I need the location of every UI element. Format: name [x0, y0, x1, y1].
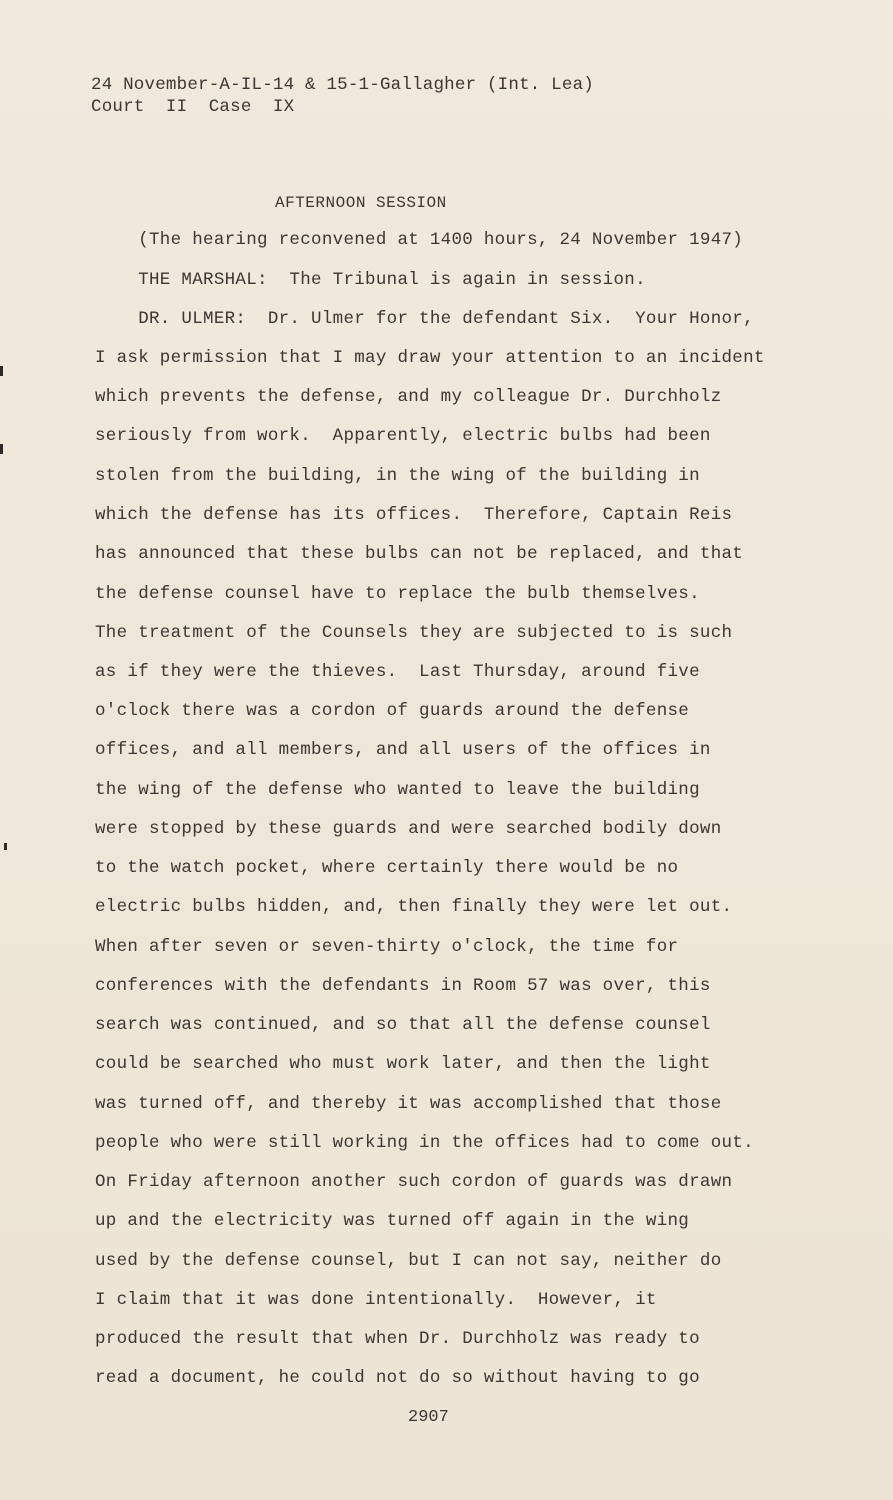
transcript-line: which prevents the defense, and my colleague Dr. Durchholz	[95, 387, 722, 407]
transcript-line: THE MARSHAL: The Tribunal is again in session.	[95, 270, 646, 290]
transcript-line: On Friday afternoon another such cordon of guards was drawn	[95, 1172, 733, 1192]
transcript-line: When after seven or seven-thirty o'clock, the time for	[95, 937, 679, 957]
transcript-line: I ask permission that I may draw your attention to an incident	[95, 348, 765, 368]
session-title: AFTERNOON SESSION	[275, 194, 447, 212]
transcript-line: o'clock there was a cordon of guards around the defense	[95, 701, 690, 721]
transcript-line: the wing of the defense who wanted to leave the building	[95, 780, 700, 800]
document-header	[91, 74, 594, 118]
page-number: 2907	[408, 1408, 449, 1427]
transcript-line: as if they were the thieves. Last Thursday, around five	[95, 662, 700, 682]
transcript-line: was turned off, and thereby it was accomplished that those	[95, 1094, 722, 1114]
edge-mark	[0, 444, 3, 454]
transcript-line: were stopped by these guards and were searched bodily down	[95, 819, 722, 839]
transcript-line: which the defense has its offices. Therefore, Captain Reis	[95, 505, 733, 525]
transcript-line: The treatment of the Counsels they are subjected to is such	[95, 623, 733, 643]
transcript-line: stolen from the building, in the wing of the building in	[95, 466, 700, 486]
edge-mark	[4, 843, 7, 850]
transcript-line: I claim that it was done intentionally. However, it	[95, 1290, 657, 1310]
transcript-line: used by the defense counsel, but I can not say, neither do	[95, 1251, 722, 1271]
transcript-line: could be searched who must work later, and then the light	[95, 1054, 711, 1074]
transcript-line: to the watch pocket, where certainly there would be no	[95, 858, 679, 878]
transcript-line: has announced that these bulbs can not be replaced, and that	[95, 544, 744, 564]
transcript-line: read a document, he could not do so without having to go	[95, 1368, 700, 1388]
header-line-2: Court II Case IX	[91, 97, 295, 117]
transcript-line: search was continued, and so that all the defense counsel	[95, 1015, 711, 1035]
transcript-line: produced the result that when Dr. Durchholz was ready to	[95, 1329, 700, 1349]
transcript-line: DR. ULMER: Dr. Ulmer for the defendant Six. Your Honor,	[95, 309, 754, 329]
transcript-line: (The hearing reconvened at 1400 hours, 24 November 1947)	[95, 230, 744, 250]
transcript-line: seriously from work. Apparently, electric bulbs had been	[95, 426, 711, 446]
transcript-line: offices, and all members, and all users of the offices in	[95, 740, 711, 760]
transcript-line: conferences with the defendants in Room 57 was over, this	[95, 976, 711, 996]
header-line-1: 24 November-A-IL-14 & 15-1-Gallagher (Int. Lea)	[91, 75, 594, 95]
edge-mark	[0, 366, 3, 376]
transcript-line: people who were still working in the offices had to come out.	[95, 1133, 754, 1153]
transcript-line: up and the electricity was turned off again in the wing	[95, 1211, 690, 1231]
transcript-line: the defense counsel have to replace the bulb themselves.	[95, 584, 700, 604]
transcript-line: electric bulbs hidden, and, then finally they were let out.	[95, 897, 733, 917]
